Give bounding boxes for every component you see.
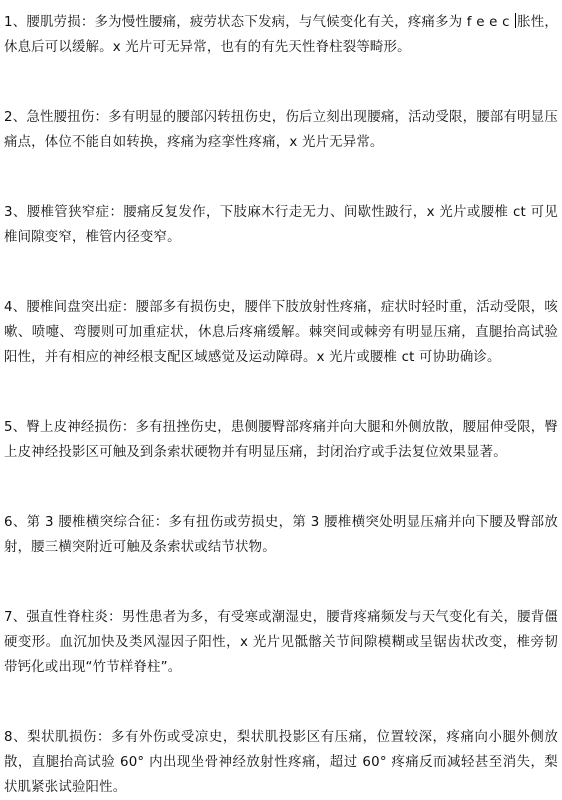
paragraph-text-after-cursor: 胀性，休息后可以缓解。x 光片可无异常，也有的有先天性脊柱裂等畸形。	[4, 15, 558, 55]
paragraph-text-before-cursor: 1、腰肌劳损：多为慢性腰痛，疲劳状态下发病，与气候变化有关，疼痛多为 f e e c	[4, 15, 515, 30]
paragraph-piriformis-injury: 8、梨状肌损伤：多有外伤或受凉史，梨状肌投影区有压痛，位置较深，疼痛向小腿外侧放散，直腿抬高试验 60° 内出现坐骨神经放射性疼痛，超过 60° 疼痛反而减轻甚至消失，梨状肌紧张试验阳性。	[4, 730, 558, 795]
paragraph-third-lumbar-transverse-process-syndrome: 6、第 3 腰椎横突综合征：多有扭伤或劳损史，第 3 腰椎横突处明显压痛并向下腰及臀部放射，腰三横突附近可触及条索状或结节状物。	[4, 515, 558, 555]
paragraph-ankylosing-spondylitis: 7、强直性脊柱炎：男性患者为多，有受寒或潮湿史，腰背疼痛频发与天气变化有关，腰背僵硬变形。血沉加快及类风湿因子阳性，x 光片见骶髂关节间隙模糊或呈锯齿状改变，椎旁韧带钙化或出现“竹节样脊柱”。	[4, 610, 558, 675]
text-cursor	[515, 13, 516, 28]
paragraph-superior-cluneal-nerve-injury: 5、臀上皮神经损伤：多有扭挫伤史，患侧腰臀部疼痛并向大腿和外侧放散，腰屈伸受限，臀上皮神经投影区可触及到条索状硬物并有明显压痛，封闭治疗或手法复位效果显著。	[4, 420, 558, 460]
article-body	[4, 10, 558, 800]
paragraph-lumbar-disc-herniation: 4、腰椎间盘突出症：腰部多有损伤史，腰伴下肢放射性疼痛，症状时轻时重，活动受限，咳嗽、喷嚏、弯腰则可加重症状，休息后疼痛缓解。棘突间或棘旁有明显压痛，直腿抬高试验阳性，并有相应的神经根支配区域感觉及运动障碍。x 光片或腰椎 ct 可协助确诊。	[4, 300, 558, 365]
paragraph-lumbar-spinal-stenosis: 3、腰椎管狭窄症：腰痛反复发作，下肢麻木行走无力、间歇性跛行，x 光片或腰椎 ct 可见椎间隙变窄，椎管内径变窄。	[4, 205, 558, 245]
paragraph-acute-lumbar-sprain: 2、急性腰扭伤：多有明显的腰部闪转扭伤史，伤后立刻出现腰痛，活动受限，腰部有明显压痛点，体位不能自如转换，疼痛为痉挛性疼痛，x 光片无异常。	[4, 110, 558, 150]
paragraph-lumbar-muscle-strain	[4, 10, 558, 60]
